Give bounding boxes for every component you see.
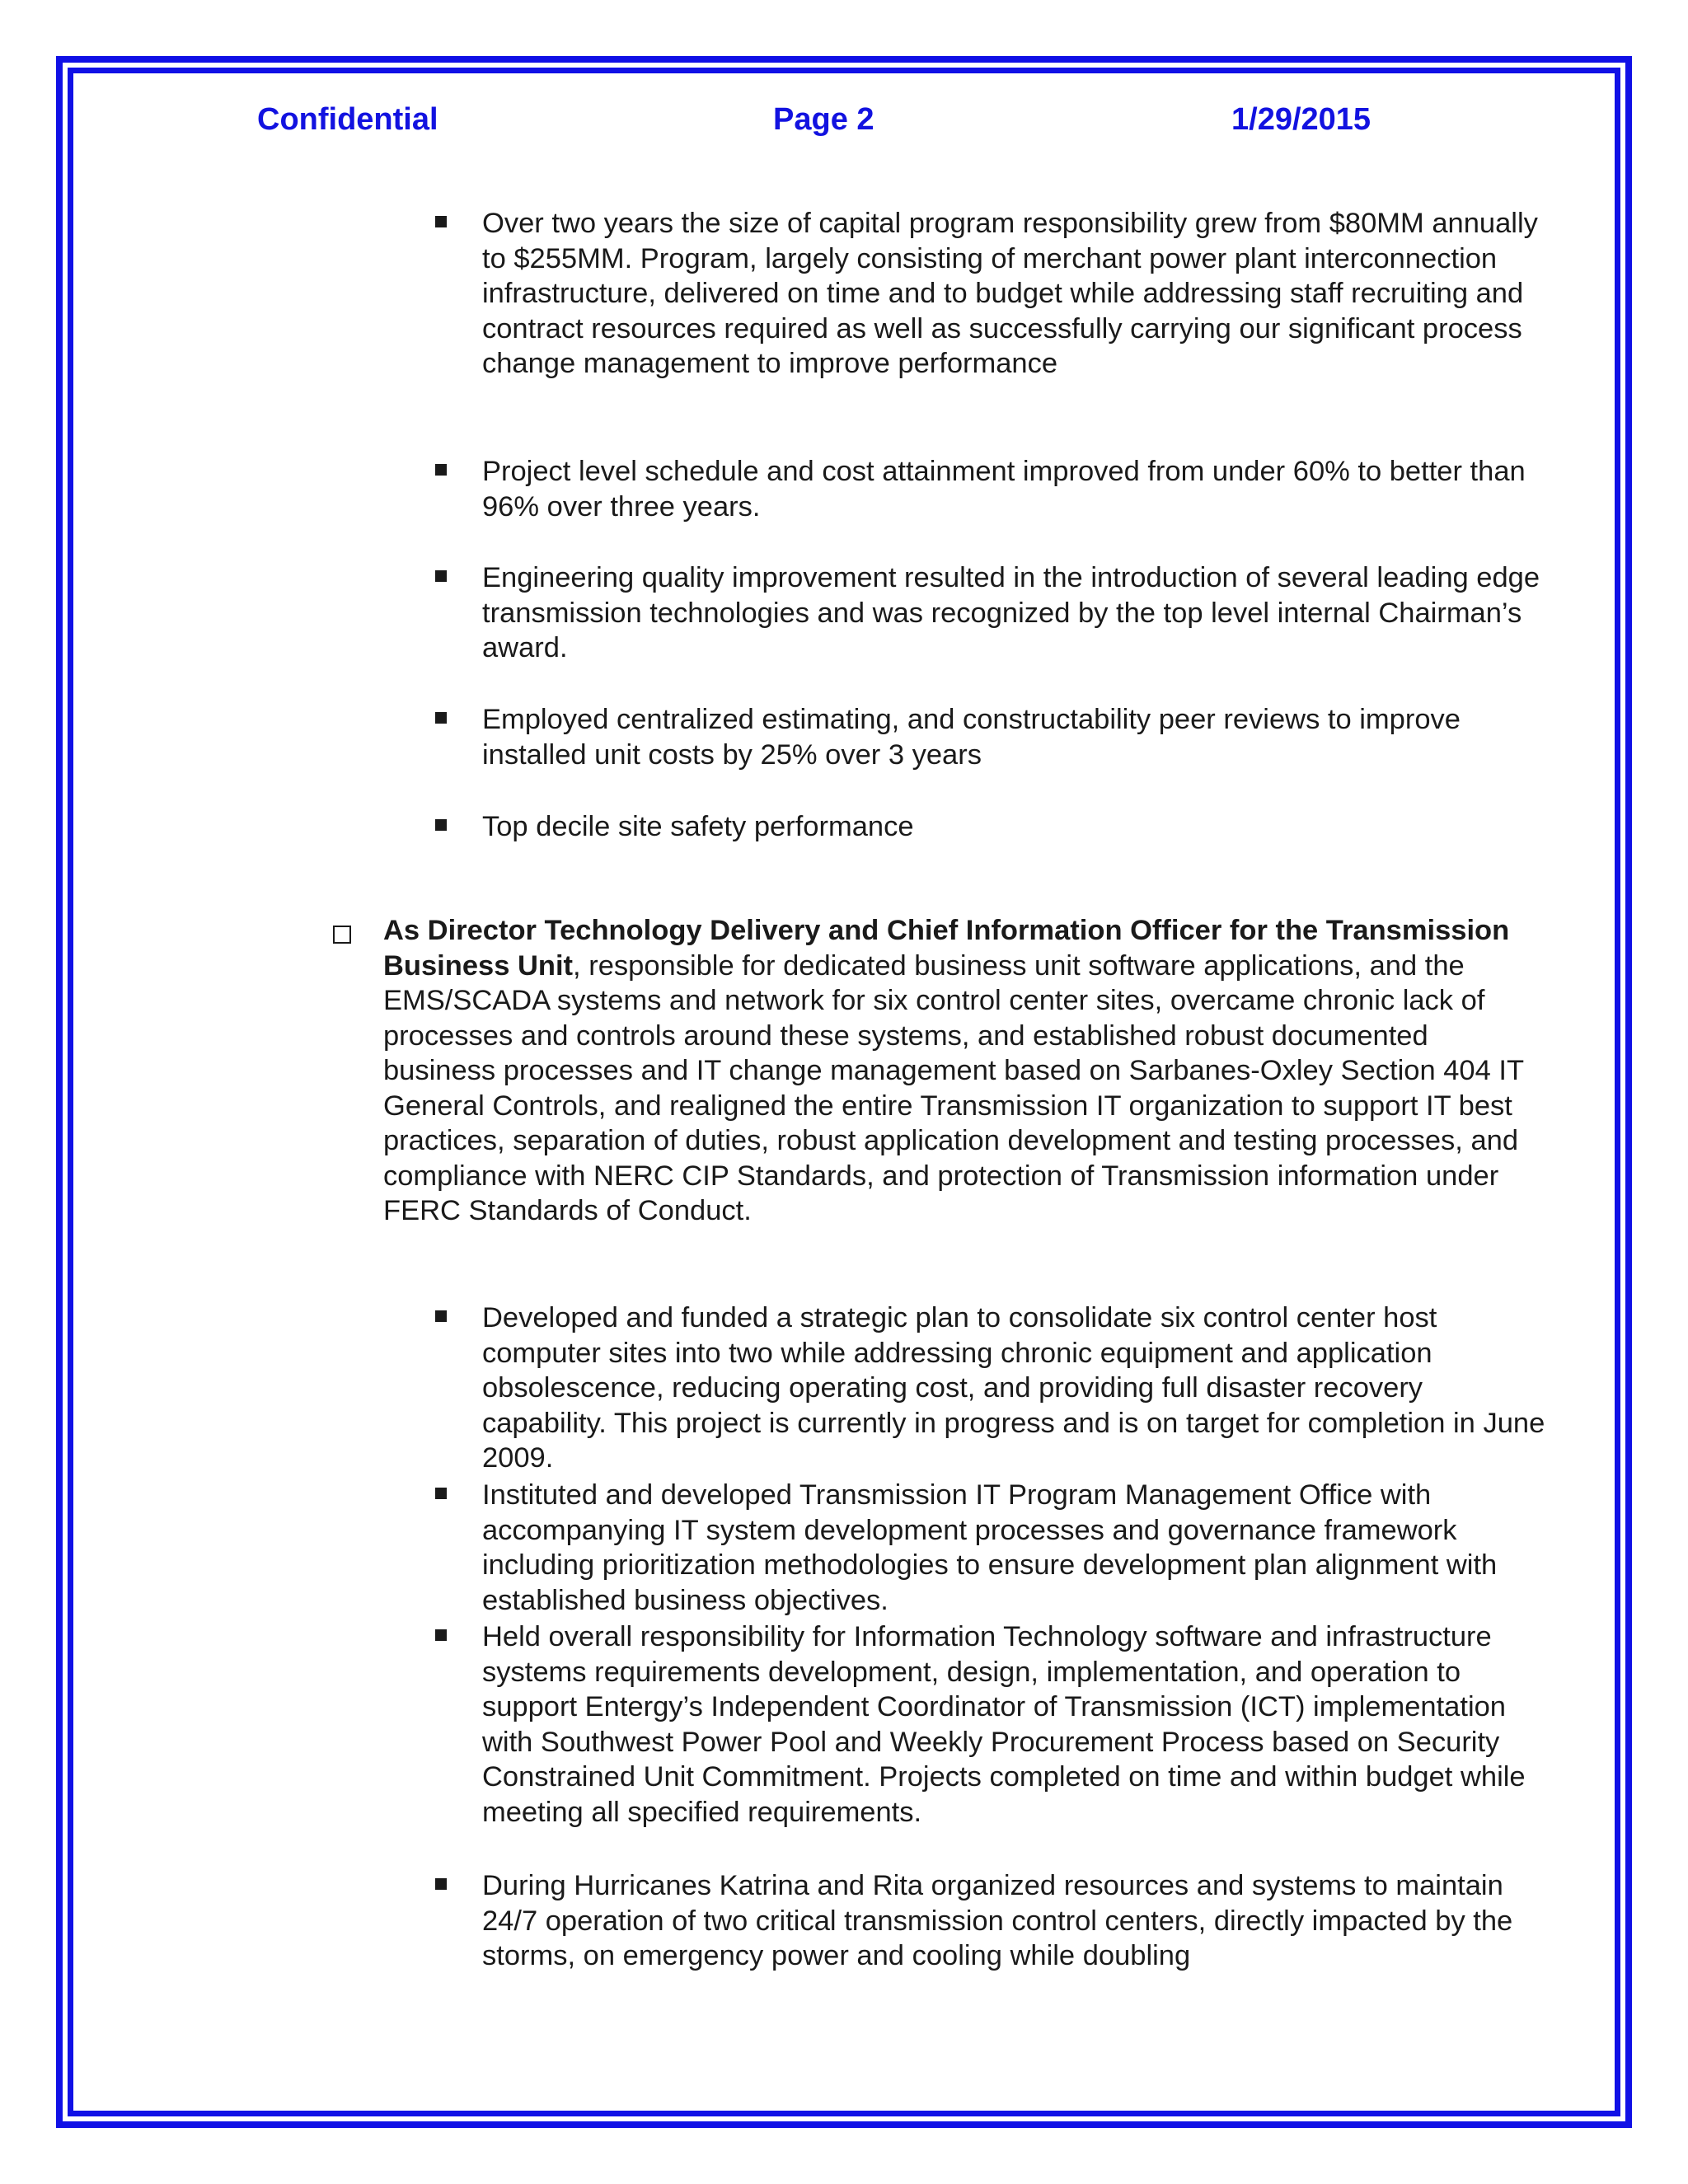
bullet-item: Instituted and developed Transmission IT Program Management Office with accompanying IT system development processes and governance framework including prioritization methodologies to ensure development plan alignment with established business objectives. — [482, 1479, 1498, 1616]
square-bullet-icon — [435, 216, 447, 227]
square-bullet-icon — [435, 712, 447, 724]
header-date: 1/29/2015 — [1231, 102, 1372, 137]
bullet-item: Over two years the size of capital program responsibility grew from $80MM annually to $255MM. Program, largely consisting of merchant power plant interconnection infrastructure, delivered on time and to budget while addressing staff recruiting and contract resources required as well as successfully carrying our significant process change management to improve performance — [482, 208, 1538, 379]
confidential-label: Confidential — [257, 102, 438, 137]
section-title: As Director Technology Delivery and Chief Information Officer for the Transmission Business Unit — [383, 915, 1510, 982]
square-bullet-icon — [435, 1629, 447, 1641]
square-bullet-icon — [435, 1310, 447, 1322]
square-bullet-icon — [435, 1878, 447, 1890]
bullet-item: Developed and funded a strategic plan to consolidate six control center host computer sites into two while addressing chronic equipment and application obsolescence, reducing operating cost, and providing full disaster recovery capability. This project is currently in progress and is on target for completion in June 2009. — [482, 1302, 1545, 1474]
square-bullet-icon — [435, 570, 447, 582]
square-bullet-icon — [435, 1488, 447, 1499]
bullet-item: Employed centralized estimating, and constructability peer reviews to improve installed unit costs by 25% over 3 years — [482, 704, 1461, 771]
checkbox-bullet-icon — [333, 926, 351, 944]
page-number: Page 2 — [773, 102, 874, 137]
bullet-item: Top decile site safety performance — [482, 811, 914, 842]
section-paragraph — [383, 913, 1537, 1229]
bullet-item: Engineering quality improvement resulted in the introduction of several leading edge transmission technologies and was recognized by the top level internal Chairman’s award. — [482, 562, 1540, 663]
page-header — [0, 102, 1688, 143]
square-bullet-icon — [435, 819, 447, 831]
square-bullet-icon — [435, 464, 447, 476]
bullet-item: Project level schedule and cost attainment improved from under 60% to better than 96% over three years. — [482, 456, 1526, 523]
bullet-item: Held overall responsibility for Information Technology software and infrastructure systems requirements development, design, implementation, and operation to support Entergy’s Independent Coordinator of Transmission (ICT) implementation with Southwest Power Pool and Weekly Procurement Process based on Security Constrained Unit Commitment. Projects completed on time and within budget while meeting all specified requirements. — [482, 1621, 1526, 1828]
bullet-item: During Hurricanes Katrina and Rita organized resources and systems to maintain 24/7 operation of two critical transmission control centers, directly impacted by the storms, on emergency power and cooling while doubling — [482, 1870, 1513, 1971]
section-body: , responsible for dedicated business unit software applications, and the EMS/SCADA systems and network for six control center sites, overcame chronic lack of processes and controls around these systems, and established robust documented business processes and IT change management based on Sarbanes-Oxley Section 404 IT General Controls, and realigned the entire Transmission IT organization to support IT best practices, separation of duties, robust application development and testing processes, and compliance with NERC CIP Standards, and protection of Transmission information under FERC Standards of Conduct. — [383, 949, 1524, 1226]
